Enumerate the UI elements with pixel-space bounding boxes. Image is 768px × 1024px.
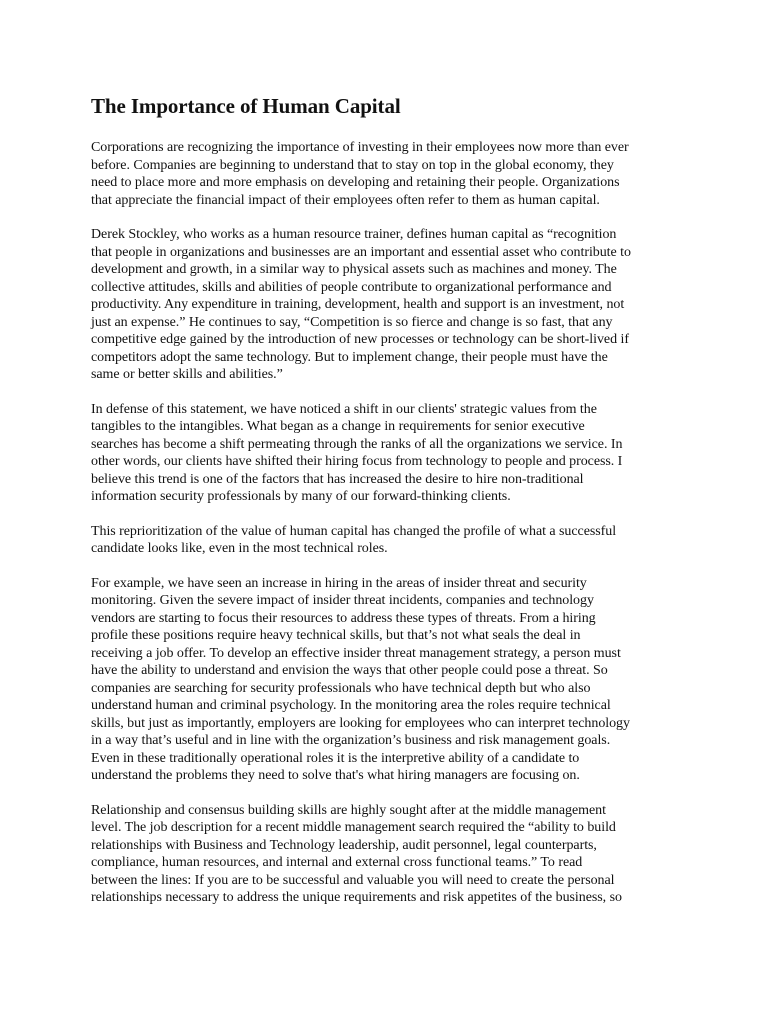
paragraph-line: understand human and criminal psychology. In the monitoring area the roles require technical [91, 698, 611, 713]
document-page [91, 91, 676, 924]
paragraph-line: productivity. Any expenditure in training, development, health and support is an investment, not [91, 297, 625, 312]
paragraph-line: relationships necessary to address the unique requirements and risk appetites of the business, so [91, 890, 622, 905]
paragraph-line: collective attitudes, skills and abilities of people contribute to organizational performance and [91, 279, 612, 295]
paragraph-line: competitors adopt the same technology. But to implement change, their people must have the [91, 349, 608, 365]
paragraph-line: have the ability to understand and envision the ways that other people could pose a threat. So [91, 663, 608, 678]
paragraph-line: in a way that’s useful and in line with the organization’s business and risk management goals. [91, 733, 611, 748]
paragraph-line: relationships with Business and Technology leadership, audit personnel, legal counterparts, [91, 837, 597, 853]
paragraph-line: understand the problems they need to solve that's what hiring managers are focusing on. [91, 768, 580, 783]
paragraph-line: same or better skills and abilities.” [91, 367, 283, 382]
paragraph-line: between the lines: If you are to be successful and valuable you will need to create the personal [91, 872, 615, 888]
paragraph-line: competitive edge gained by the introduction of new processes or technology can be short-lived if [91, 332, 629, 347]
paragraph-line: Even in these traditionally operational roles it is the interpretive ability of a candidate to [91, 750, 580, 766]
paragraph-line: need to place more and more emphasis on developing and retaining their people. Organizations [91, 175, 620, 190]
paragraph-line: that people in organizations and businesses are an important and essential asset who contribute to [91, 244, 631, 260]
paragraph-line: Corporations are recognizing the importance of investing in their employees now more than ever [91, 140, 629, 155]
paragraph-line: candidate looks like, even in the most technical roles. [91, 541, 388, 556]
paragraph-line: information security professionals by many of our forward-thinking clients. [91, 489, 511, 504]
paragraph [91, 523, 676, 558]
paragraph-line: monitoring. Given the severe impact of insider threat incidents, companies and technology [91, 593, 594, 608]
paragraph-line: For example, we have seen an increase in hiring in the areas of insider threat and security [91, 575, 587, 591]
paragraph [91, 401, 676, 506]
paragraph-line: companies are searching for security professionals who have technical depth but who also [91, 680, 591, 696]
paragraph-line: that appreciate the financial impact of their employees often refer to them as human capital. [91, 192, 600, 208]
paragraph-line: other words, our clients have shifted their hiring focus from technology to people and process. I [91, 454, 623, 469]
paragraph-line: Relationship and consensus building skills are highly sought after at the middle management [91, 802, 606, 818]
paragraph-line: before. Companies are beginning to understand that to stay on top in the global economy, they [91, 157, 614, 173]
paragraph-line: level. The job description for a recent middle management search required the “ability to build [91, 820, 616, 835]
paragraph [91, 139, 676, 209]
paragraph-line: vendors are starting to focus their resources to address these types of threats. From a hiring [91, 610, 596, 626]
paragraph [91, 802, 676, 907]
paragraph-line: development and growth, in a similar way to physical assets such as machines and money. The [91, 262, 617, 277]
paragraph-line: profile these positions require heavy technical skills, but that’s not what seals the deal in [91, 628, 581, 643]
paragraph-line: believe this trend is one of the factors that has increased the desire to hire non-traditional [91, 471, 584, 487]
paragraph-line: skills, but just as importantly, employers are looking for employees who can interpret technology [91, 715, 630, 731]
paragraph-line: just an expense.” He continues to say, “Competition is so fierce and change is so fast, that any [91, 314, 613, 330]
paragraph-line: tangibles to the intangibles. What began as a change in requirements for senior executive [91, 419, 585, 434]
paragraph [91, 575, 676, 785]
paragraph-line: compliance, human resources, and internal and external cross functional teams.” To read [91, 855, 583, 870]
paragraph-line: In defense of this statement, we have noticed a shift in our clients' strategic values from the [91, 401, 597, 417]
paragraph-line: receiving a job offer. To develop an effective insider threat management strategy, a person must [91, 645, 621, 661]
paragraph-line: searches has become a shift permeating through the ranks of all the organizations we service. In [91, 436, 623, 452]
document-body [91, 139, 676, 907]
paragraph [91, 226, 676, 384]
paragraph-line: This reprioritization of the value of human capital has changed the profile of what a successful [91, 523, 617, 539]
paragraph-line: Derek Stockley, who works as a human resource trainer, defines human capital as “recognition [91, 227, 617, 242]
document-title: The Importance of Human Capital [91, 94, 401, 118]
